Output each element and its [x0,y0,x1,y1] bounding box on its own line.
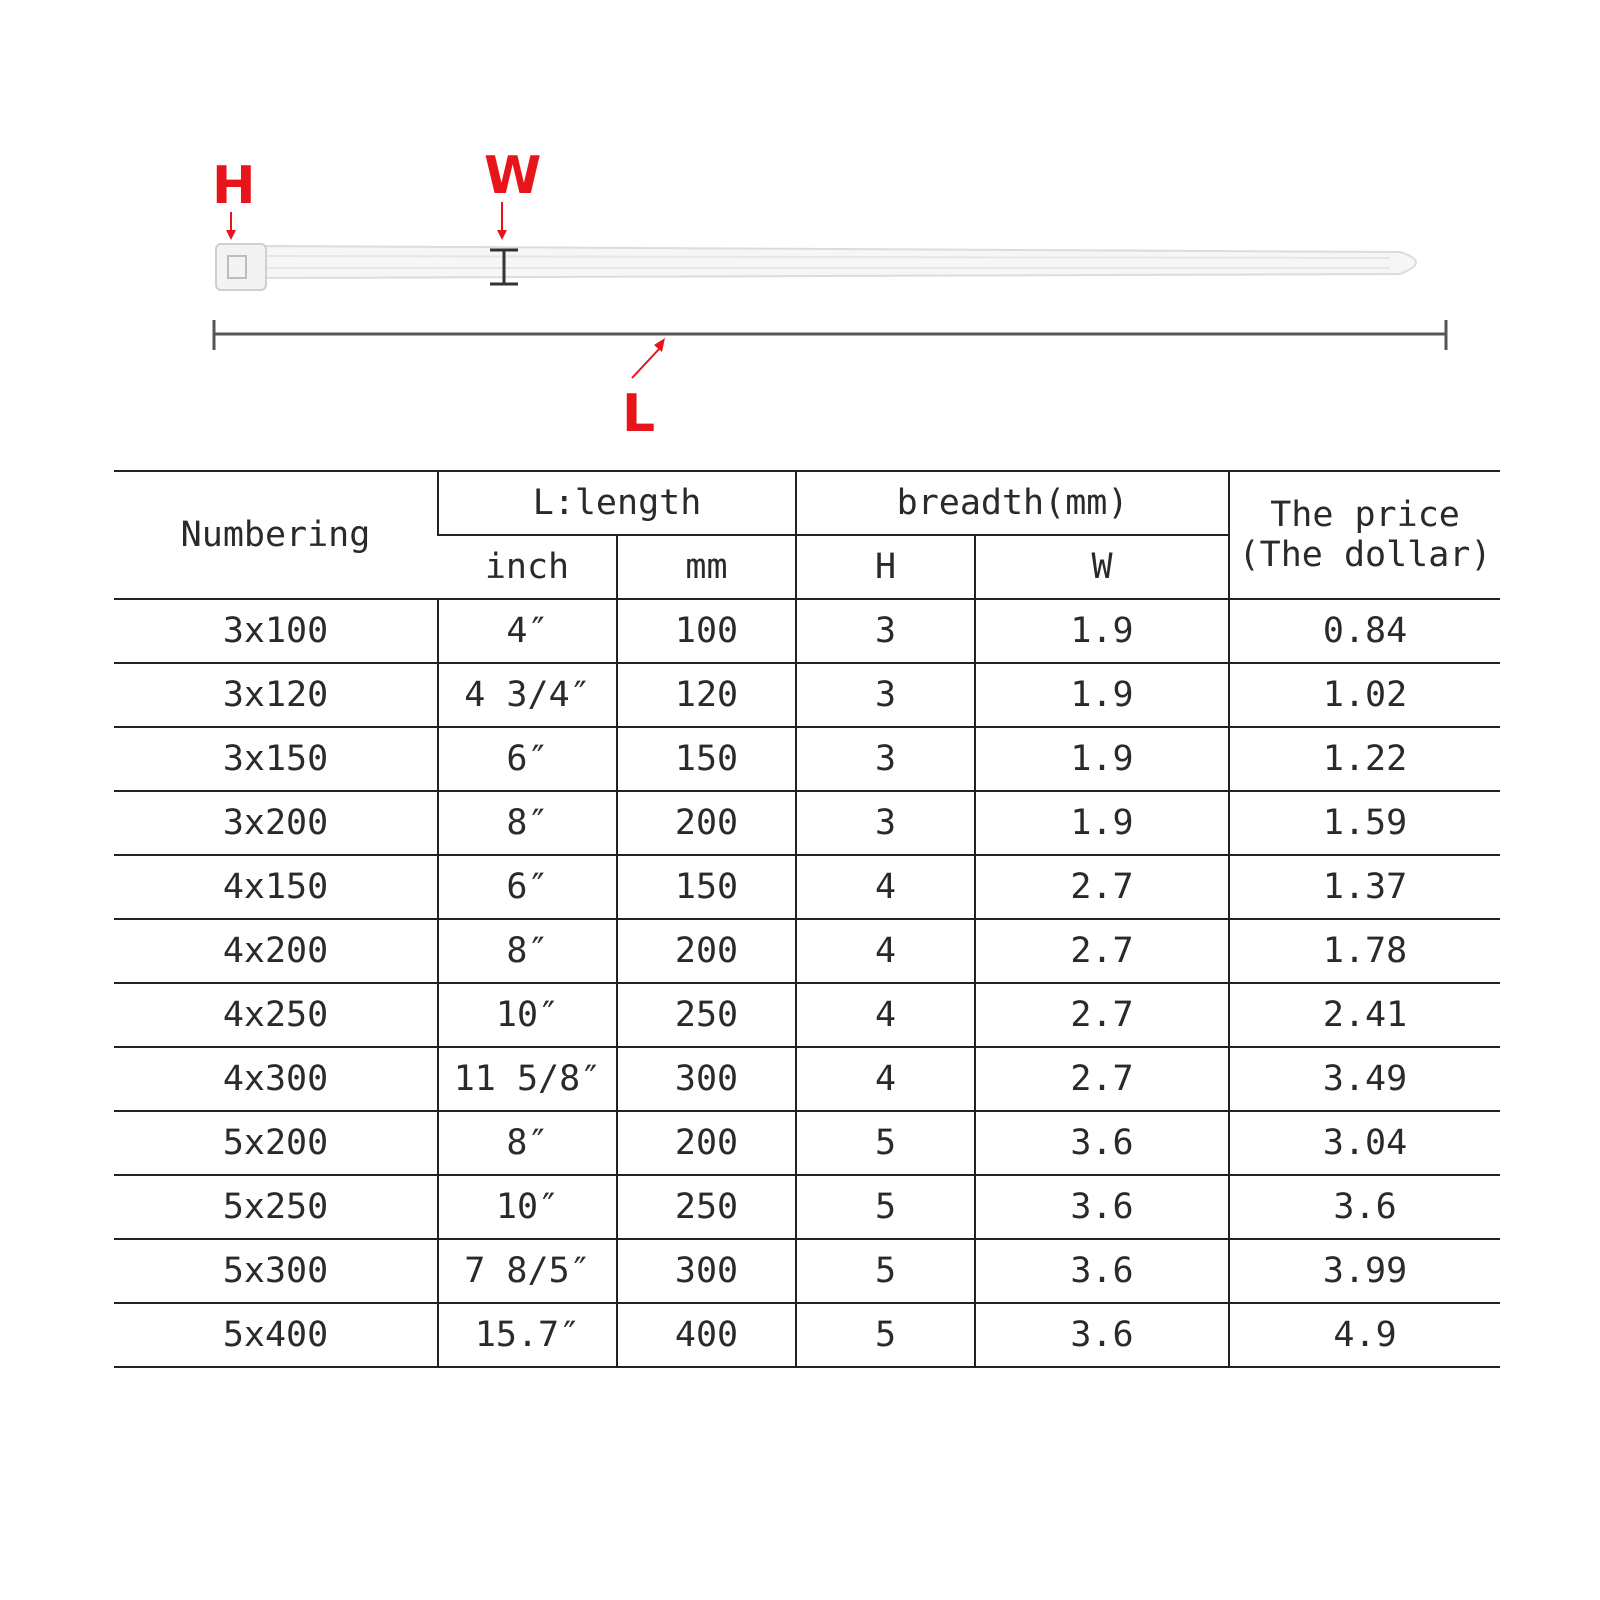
header-mm: mm [617,535,796,599]
h-label: H [212,156,256,216]
header-price-line1: The price [1270,495,1460,535]
cell-price: 3.49 [1229,1047,1500,1111]
cell-inch: 4 3/4″ [438,663,617,727]
cell-numbering: 4x200 [114,919,438,983]
cell-price: 2.41 [1229,983,1500,1047]
cell-mm: 150 [617,855,796,919]
cell-h: 5 [796,1239,975,1303]
w-arrow [497,202,507,240]
cell-mm: 150 [617,727,796,791]
cell-numbering: 3x150 [114,727,438,791]
cell-numbering: 5x300 [114,1239,438,1303]
table-row [114,1239,1500,1303]
table-row [114,1303,1500,1367]
table-row [114,983,1500,1047]
cell-price: 1.37 [1229,855,1500,919]
header-price-line2: (The dollar) [1238,535,1492,575]
cell-numbering: 3x100 [114,599,438,663]
header-h: H [796,535,975,599]
l-arrow [632,338,665,378]
cell-mm: 200 [617,919,796,983]
l-label: L [622,384,656,444]
cell-mm: 300 [617,1047,796,1111]
cell-w: 2.7 [975,919,1229,983]
cell-inch: 7 8/5″ [438,1239,617,1303]
header-length-group: L:length [438,471,796,535]
cell-h: 5 [796,1111,975,1175]
cell-inch: 6″ [438,727,617,791]
spec-table [114,470,1500,1368]
cell-w: 2.7 [975,1047,1229,1111]
cell-w: 1.9 [975,727,1229,791]
spec-table-body [114,599,1500,1367]
cell-price: 1.78 [1229,919,1500,983]
cell-inch: 6″ [438,855,617,919]
cell-inch: 10″ [438,1175,617,1239]
w-label: W [484,146,542,206]
header-breadth-group: breadth(mm) [796,471,1229,535]
cell-inch: 8″ [438,791,617,855]
table-row [114,1111,1500,1175]
cell-mm: 100 [617,599,796,663]
cell-mm: 250 [617,983,796,1047]
cell-numbering: 4x150 [114,855,438,919]
cell-w: 2.7 [975,983,1229,1047]
cell-inch: 8″ [438,919,617,983]
header-inch: inch [438,535,617,599]
cell-h: 4 [796,919,975,983]
table-row [114,1175,1500,1239]
cell-price: 1.02 [1229,663,1500,727]
h-arrow [226,212,236,240]
cell-w: 1.9 [975,791,1229,855]
cell-numbering: 3x120 [114,663,438,727]
cell-w: 3.6 [975,1303,1229,1367]
table-row [114,1047,1500,1111]
cell-h: 3 [796,599,975,663]
table-row [114,791,1500,855]
cell-price: 3.6 [1229,1175,1500,1239]
header-row-1 [114,471,1500,535]
table-row [114,599,1500,663]
cell-price: 3.04 [1229,1111,1500,1175]
cell-price: 4.9 [1229,1303,1500,1367]
cell-price: 0.84 [1229,599,1500,663]
header-w: W [975,535,1229,599]
cell-h: 4 [796,1047,975,1111]
cell-inch: 11 5/8″ [438,1047,617,1111]
cell-mm: 250 [617,1175,796,1239]
cell-price: 1.59 [1229,791,1500,855]
cell-inch: 15.7″ [438,1303,617,1367]
header-price [1229,471,1500,599]
cell-numbering: 5x250 [114,1175,438,1239]
cell-h: 5 [796,1175,975,1239]
cell-h: 4 [796,855,975,919]
cell-mm: 300 [617,1239,796,1303]
table-row [114,663,1500,727]
cell-numbering: 4x250 [114,983,438,1047]
table-row [114,919,1500,983]
cell-h: 5 [796,1303,975,1367]
cell-h: 3 [796,791,975,855]
cell-w: 3.6 [975,1111,1229,1175]
cell-numbering: 5x400 [114,1303,438,1367]
cell-mm: 120 [617,663,796,727]
cell-mm: 200 [617,791,796,855]
cell-inch: 10″ [438,983,617,1047]
header-numbering: Numbering [114,471,438,599]
cable-tie-diagram [0,0,1600,444]
cell-mm: 200 [617,1111,796,1175]
cell-h: 3 [796,727,975,791]
length-dimension-line [214,320,1446,350]
cell-numbering: 4x300 [114,1047,438,1111]
cell-price: 3.99 [1229,1239,1500,1303]
table-row [114,727,1500,791]
cell-w: 3.6 [975,1239,1229,1303]
cell-h: 3 [796,663,975,727]
cell-w: 1.9 [975,599,1229,663]
cell-numbering: 5x200 [114,1111,438,1175]
cell-inch: 4″ [438,599,617,663]
cell-w: 3.6 [975,1175,1229,1239]
table-row [114,855,1500,919]
cell-mm: 400 [617,1303,796,1367]
cell-numbering: 3x200 [114,791,438,855]
cell-w: 1.9 [975,663,1229,727]
cell-inch: 8″ [438,1111,617,1175]
cell-h: 4 [796,983,975,1047]
cell-price: 1.22 [1229,727,1500,791]
cable-tie-illustration [216,244,1416,290]
cell-w: 2.7 [975,855,1229,919]
